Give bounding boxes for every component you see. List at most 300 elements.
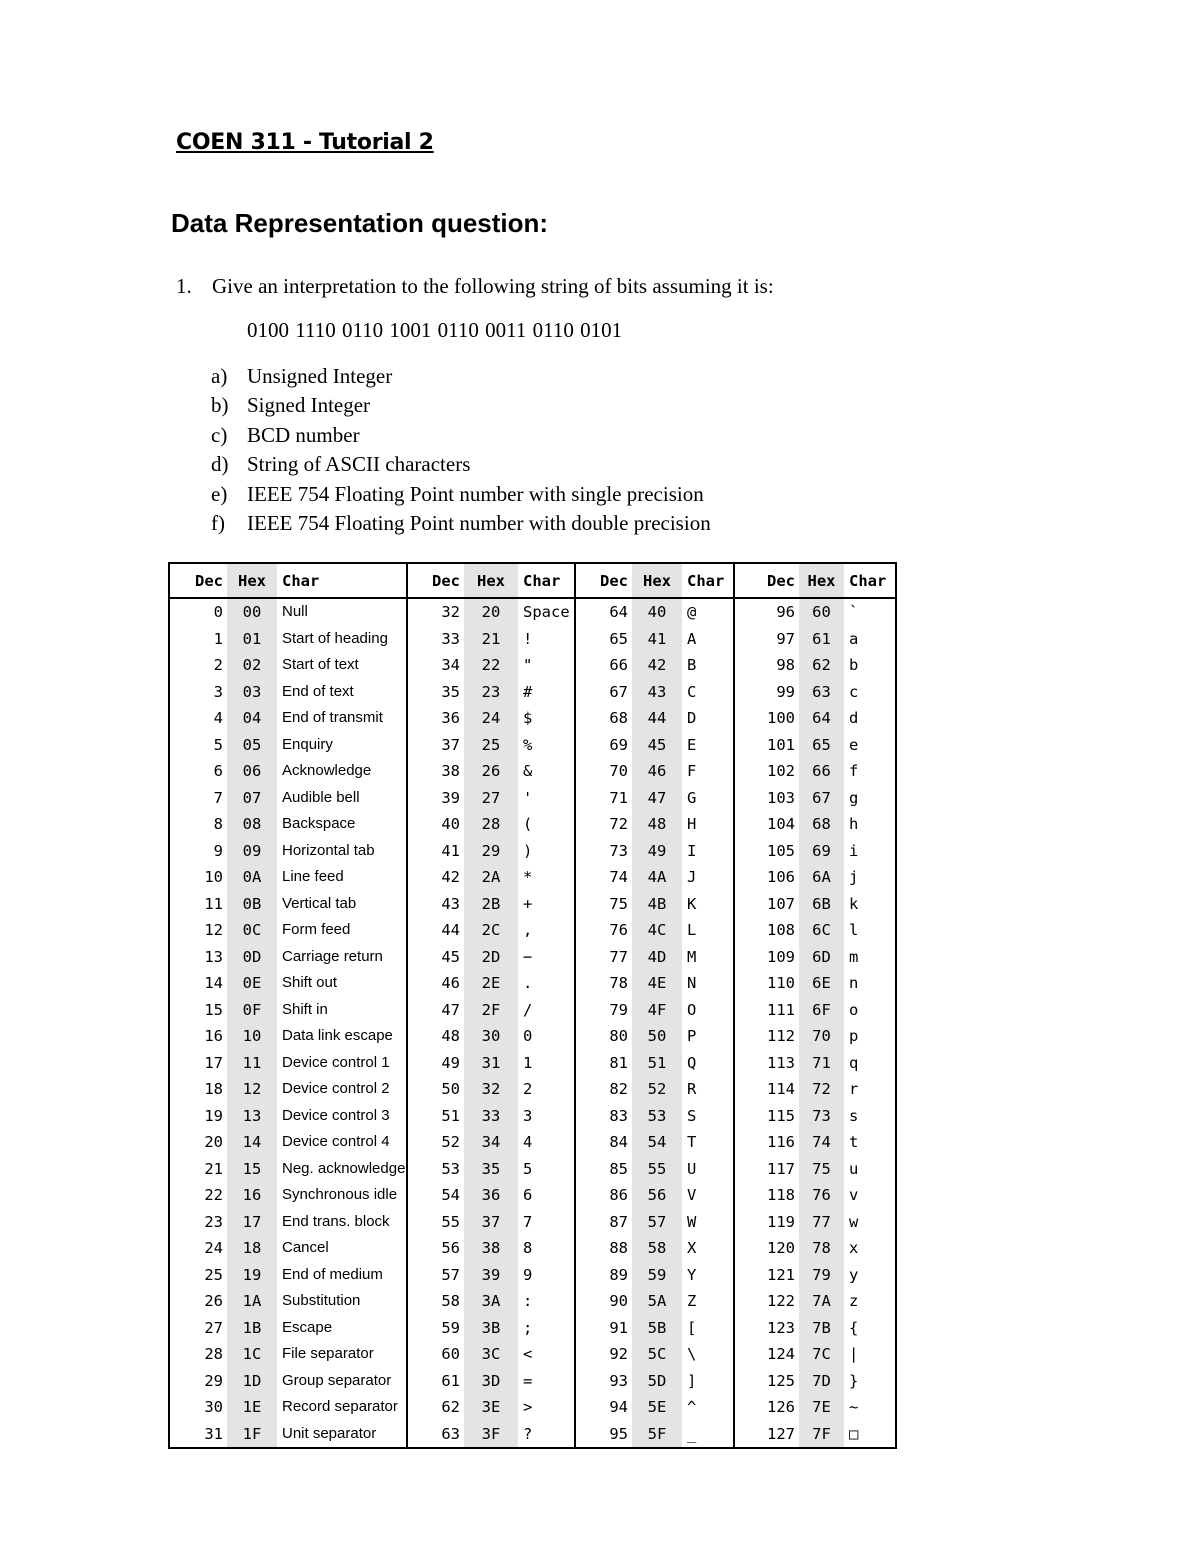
char-cell: Device control 3 (277, 1103, 407, 1130)
dec-cell: 4 (213, 709, 223, 728)
char-cell: # (518, 679, 575, 706)
hex-cell: 2A (464, 864, 518, 891)
dec-cell: 51 (441, 1106, 460, 1125)
hex-cell: 37 (464, 1209, 518, 1236)
char-cell: File separator (277, 1341, 407, 1368)
char-cell: : (518, 1288, 575, 1315)
dec-cell: 82 (609, 1080, 628, 1099)
hex-cell: 01 (227, 626, 277, 653)
dec-cell: 17 (204, 1053, 223, 1072)
char-cell: K (682, 891, 734, 918)
char-cell: Y (682, 1262, 734, 1289)
option-item (211, 509, 711, 538)
dec-cell: 60 (441, 1345, 460, 1364)
dec-cell: 23 (204, 1212, 223, 1231)
hex-cell: 5B (632, 1315, 682, 1342)
dec-cell: 38 (441, 762, 460, 781)
char-cell: d (849, 709, 859, 728)
hex-cell: 5F (632, 1421, 682, 1449)
char-cell: % (518, 732, 575, 759)
char-cell: Cancel (277, 1235, 407, 1262)
option-text: BCD number (247, 422, 360, 447)
dec-cell: 120 (767, 1239, 795, 1258)
dec-cell: 12 (204, 921, 223, 940)
hex-cell: 74 (799, 1129, 844, 1156)
hex-cell: 47 (632, 785, 682, 812)
dec-cell: 104 (767, 815, 795, 834)
hex-cell: 18 (227, 1235, 277, 1262)
hex-cell: 53 (632, 1103, 682, 1130)
char-cell: Start of heading (277, 626, 407, 653)
question-text: Give an interpretation to the following string of bits assuming it is: (212, 274, 774, 298)
char-cell: y (849, 1265, 859, 1284)
dec-cell: 123 (767, 1318, 795, 1337)
hex-cell: 0D (227, 944, 277, 971)
char-cell: Acknowledge (277, 758, 407, 785)
hex-cell: 08 (227, 811, 277, 838)
hex-cell: 36 (464, 1182, 518, 1209)
char-cell: { (849, 1318, 859, 1337)
hex-cell: 69 (799, 838, 844, 865)
hex-cell: 17 (227, 1209, 277, 1236)
dec-cell: 73 (609, 841, 628, 860)
column-header-hex: Hex (632, 563, 682, 598)
dec-cell: 94 (609, 1398, 628, 1417)
char-cell: u (849, 1159, 859, 1178)
char-cell: Shift out (277, 970, 407, 997)
hex-cell: 19 (227, 1262, 277, 1289)
char-cell: Audible bell (277, 785, 407, 812)
char-cell: ! (518, 626, 575, 653)
hex-cell: 79 (799, 1262, 844, 1289)
char-cell: I (682, 838, 734, 865)
hex-cell: 34 (464, 1129, 518, 1156)
dec-cell: 28 (204, 1345, 223, 1364)
dec-cell: 84 (609, 1133, 628, 1152)
table-row (169, 758, 896, 785)
dec-cell: 5 (213, 735, 223, 754)
ascii-table-header (169, 563, 896, 598)
dec-cell: 40 (441, 815, 460, 834)
hex-cell: 3C (464, 1341, 518, 1368)
dec-cell: 44 (441, 921, 460, 940)
option-letter: f) (211, 510, 225, 535)
dec-cell: 72 (609, 815, 628, 834)
char-cell: $ (518, 705, 575, 732)
column-header-hex: Hex (799, 563, 844, 598)
hex-cell: 66 (799, 758, 844, 785)
dec-cell: 108 (767, 921, 795, 940)
hex-cell: 67 (799, 785, 844, 812)
hex-cell: 11 (227, 1050, 277, 1077)
char-cell: E (682, 732, 734, 759)
hex-cell: 59 (632, 1262, 682, 1289)
char-cell: L (682, 917, 734, 944)
hex-cell: 58 (632, 1235, 682, 1262)
dec-cell: 66 (609, 656, 628, 675)
dec-cell: 83 (609, 1106, 628, 1125)
dec-cell: 19 (204, 1106, 223, 1125)
dec-cell: 46 (441, 974, 460, 993)
hex-cell: 15 (227, 1156, 277, 1183)
hex-cell: 57 (632, 1209, 682, 1236)
table-row (169, 1394, 896, 1421)
dec-cell: 25 (204, 1265, 223, 1284)
table-row (169, 1156, 896, 1183)
dec-cell: 110 (767, 974, 795, 993)
char-cell: f (849, 762, 859, 781)
char-cell: } (849, 1371, 859, 1390)
dec-cell: 18 (204, 1080, 223, 1099)
hex-cell: 3D (464, 1368, 518, 1395)
hex-cell: 75 (799, 1156, 844, 1183)
char-cell: G (682, 785, 734, 812)
dec-cell: 71 (609, 788, 628, 807)
char-cell: Escape (277, 1315, 407, 1342)
dec-cell: 48 (441, 1027, 460, 1046)
option-letter: b) (211, 393, 229, 418)
char-cell: Device control 4 (277, 1129, 407, 1156)
hex-cell: 32 (464, 1076, 518, 1103)
char-cell: Device control 2 (277, 1076, 407, 1103)
char-cell: U (682, 1156, 734, 1183)
option-letter: c) (211, 422, 228, 447)
table-row (169, 838, 896, 865)
dec-cell: 85 (609, 1159, 628, 1178)
char-cell: @ (682, 598, 734, 626)
char-cell: Record separator (277, 1394, 407, 1421)
dec-cell: 118 (767, 1186, 795, 1205)
option-text: IEEE 754 Floating Point number with double precision (247, 510, 711, 535)
hex-cell: 4D (632, 944, 682, 971)
char-cell: Data link escape (277, 1023, 407, 1050)
char-cell: . (518, 970, 575, 997)
hex-cell: 38 (464, 1235, 518, 1262)
char-cell: Substitution (277, 1288, 407, 1315)
ascii-table (168, 562, 897, 1449)
char-cell: Z (682, 1288, 734, 1315)
hex-cell: 1C (227, 1341, 277, 1368)
dec-cell: 126 (767, 1398, 795, 1417)
table-row (169, 1103, 896, 1130)
hex-cell: 5E (632, 1394, 682, 1421)
hex-cell: 2D (464, 944, 518, 971)
dec-cell: 41 (441, 841, 460, 860)
table-row (169, 732, 896, 759)
dec-cell: 37 (441, 735, 460, 754)
option-text: Signed Integer (247, 393, 371, 418)
dec-cell: 107 (767, 894, 795, 913)
column-header-hex: Hex (464, 563, 518, 598)
char-cell: S (682, 1103, 734, 1130)
hex-cell: 33 (464, 1103, 518, 1130)
dec-cell: 75 (609, 894, 628, 913)
char-cell: Unit separator (277, 1421, 407, 1449)
hex-cell: 02 (227, 652, 277, 679)
char-cell: ~ (849, 1398, 859, 1417)
column-header-dec: Dec (169, 563, 227, 598)
table-row (169, 811, 896, 838)
char-cell: Space (518, 598, 575, 626)
char-cell: h (849, 815, 859, 834)
hex-cell: 4E (632, 970, 682, 997)
dec-cell: 16 (204, 1027, 223, 1046)
table-row (169, 626, 896, 653)
bit-string: 0100 1110 0110 1001 0110 0011 0110 0101 (247, 318, 623, 342)
hex-cell: 63 (799, 679, 844, 706)
dec-cell: 58 (441, 1292, 460, 1311)
char-cell: Enquiry (277, 732, 407, 759)
dec-cell: 11 (204, 894, 223, 913)
hex-cell: 55 (632, 1156, 682, 1183)
char-cell: q (849, 1053, 859, 1072)
dec-cell: 26 (204, 1292, 223, 1311)
option-letter: e) (211, 481, 228, 506)
dec-cell: 78 (609, 974, 628, 993)
hex-cell: 4A (632, 864, 682, 891)
char-cell: 5 (518, 1156, 575, 1183)
hex-cell: 49 (632, 838, 682, 865)
dec-cell: 15 (204, 1000, 223, 1019)
option-text: String of ASCII characters (247, 452, 471, 477)
table-row (169, 652, 896, 679)
dec-cell: 97 (776, 629, 795, 648)
char-cell: 6 (518, 1182, 575, 1209)
char-cell: End of medium (277, 1262, 407, 1289)
option-item (211, 421, 711, 450)
hex-cell: 62 (799, 652, 844, 679)
dec-cell: 35 (441, 682, 460, 701)
char-cell: End of text (277, 679, 407, 706)
char-cell: + (518, 891, 575, 918)
char-cell: ` (849, 603, 859, 622)
dec-cell: 31 (204, 1424, 223, 1443)
hex-cell: 25 (464, 732, 518, 759)
char-cell: m (849, 947, 859, 966)
char-cell: ] (682, 1368, 734, 1395)
hex-cell: 60 (799, 598, 844, 626)
char-cell: A (682, 626, 734, 653)
char-cell: Vertical tab (277, 891, 407, 918)
hex-cell: 6D (799, 944, 844, 971)
hex-cell: 51 (632, 1050, 682, 1077)
char-cell: t (849, 1133, 859, 1152)
dec-cell: 125 (767, 1371, 795, 1390)
hex-cell: 14 (227, 1129, 277, 1156)
dec-cell: 109 (767, 947, 795, 966)
option-letter: a) (211, 364, 228, 388)
hex-cell: 10 (227, 1023, 277, 1050)
dec-cell: 27 (204, 1318, 223, 1337)
hex-cell: 03 (227, 679, 277, 706)
dec-cell: 62 (441, 1398, 460, 1417)
hex-cell: 05 (227, 732, 277, 759)
char-cell: Group separator (277, 1368, 407, 1395)
hex-cell: 3A (464, 1288, 518, 1315)
hex-cell: 72 (799, 1076, 844, 1103)
hex-cell: 52 (632, 1076, 682, 1103)
dec-cell: 2 (213, 656, 223, 675)
char-cell: Line feed (277, 864, 407, 891)
dec-cell: 14 (204, 974, 223, 993)
hex-cell: 26 (464, 758, 518, 785)
char-cell: 1 (518, 1050, 575, 1077)
dec-cell: 99 (776, 682, 795, 701)
hex-cell: 76 (799, 1182, 844, 1209)
char-cell: > (518, 1394, 575, 1421)
dec-cell: 80 (609, 1027, 628, 1046)
dec-cell: 77 (609, 947, 628, 966)
dec-cell: 56 (441, 1239, 460, 1258)
char-cell: 9 (518, 1262, 575, 1289)
hex-cell: 1F (227, 1421, 277, 1449)
hex-cell: 30 (464, 1023, 518, 1050)
hex-cell: 77 (799, 1209, 844, 1236)
column-header-dec: Dec (407, 563, 464, 598)
column-header-dec: Dec (734, 563, 799, 598)
hex-cell: 43 (632, 679, 682, 706)
char-cell: _ (682, 1421, 734, 1449)
char-cell: < (518, 1341, 575, 1368)
hex-cell: 41 (632, 626, 682, 653)
hex-cell: 48 (632, 811, 682, 838)
char-cell: Form feed (277, 917, 407, 944)
hex-cell: 1E (227, 1394, 277, 1421)
dec-cell: 106 (767, 868, 795, 887)
dec-cell: 8 (213, 815, 223, 834)
table-row (169, 1235, 896, 1262)
option-item (211, 362, 711, 391)
char-cell: r (849, 1080, 859, 1099)
dec-cell: 22 (204, 1186, 223, 1205)
hex-cell: 20 (464, 598, 518, 626)
table-row (169, 1421, 896, 1449)
char-cell: 8 (518, 1235, 575, 1262)
hex-cell: 35 (464, 1156, 518, 1183)
hex-cell: 7F (799, 1421, 844, 1449)
char-cell: O (682, 997, 734, 1024)
char-cell: ) (518, 838, 575, 865)
dec-cell: 92 (609, 1345, 628, 1364)
hex-cell: 00 (227, 598, 277, 626)
column-header-char: Char (682, 563, 734, 598)
hex-cell: 13 (227, 1103, 277, 1130)
char-cell: T (682, 1129, 734, 1156)
char-cell: H (682, 811, 734, 838)
hex-cell: 46 (632, 758, 682, 785)
table-row (169, 970, 896, 997)
char-cell: z (849, 1292, 859, 1311)
table-row (169, 1050, 896, 1077)
dec-cell: 93 (609, 1371, 628, 1390)
hex-cell: 73 (799, 1103, 844, 1130)
dec-cell: 52 (441, 1133, 460, 1152)
dec-cell: 119 (767, 1212, 795, 1231)
dec-cell: 102 (767, 762, 795, 781)
dec-cell: 103 (767, 788, 795, 807)
table-row (169, 679, 896, 706)
dec-cell: 13 (204, 947, 223, 966)
hex-cell: 68 (799, 811, 844, 838)
hex-cell: 0C (227, 917, 277, 944)
char-cell: Backspace (277, 811, 407, 838)
hex-cell: 27 (464, 785, 518, 812)
hex-cell: 4C (632, 917, 682, 944)
hex-cell: 44 (632, 705, 682, 732)
dec-cell: 3 (213, 682, 223, 701)
option-item (211, 480, 711, 509)
table-row (169, 891, 896, 918)
dec-cell: 10 (204, 868, 223, 887)
char-cell: J (682, 864, 734, 891)
char-cell: Null (277, 598, 407, 626)
dec-cell: 53 (441, 1159, 460, 1178)
dec-cell: 105 (767, 841, 795, 860)
option-item (211, 391, 711, 420)
dec-cell: 32 (441, 603, 460, 622)
table-row (169, 997, 896, 1024)
dec-cell: 21 (204, 1159, 223, 1178)
table-row (169, 1209, 896, 1236)
char-cell: ^ (682, 1394, 734, 1421)
option-letter: d) (211, 452, 229, 477)
hex-cell: 0F (227, 997, 277, 1024)
char-cell: e (849, 735, 859, 754)
table-row (169, 1288, 896, 1315)
ascii-table-body (169, 598, 896, 1448)
char-cell: Device control 1 (277, 1050, 407, 1077)
hex-cell: 78 (799, 1235, 844, 1262)
hex-cell: 7E (799, 1394, 844, 1421)
char-cell: n (849, 974, 859, 993)
hex-cell: 70 (799, 1023, 844, 1050)
dec-cell: 49 (441, 1053, 460, 1072)
dec-cell: 61 (441, 1371, 460, 1390)
table-row (169, 1368, 896, 1395)
table-row (169, 944, 896, 971)
dec-cell: 69 (609, 735, 628, 754)
dec-cell: 67 (609, 682, 628, 701)
dec-cell: 76 (609, 921, 628, 940)
hex-cell: 40 (632, 598, 682, 626)
char-cell: 3 (518, 1103, 575, 1130)
dec-cell: 30 (204, 1398, 223, 1417)
char-cell: 4 (518, 1129, 575, 1156)
hex-cell: 6C (799, 917, 844, 944)
dec-cell: 114 (767, 1080, 795, 1099)
dec-cell: 33 (441, 629, 460, 648)
dec-cell: 39 (441, 788, 460, 807)
char-cell: b (849, 656, 859, 675)
hex-cell: 45 (632, 732, 682, 759)
column-header-char: Char (844, 563, 896, 598)
hex-cell: 5A (632, 1288, 682, 1315)
char-cell: End of transmit (277, 705, 407, 732)
hex-cell: 3F (464, 1421, 518, 1449)
char-cell: ? (518, 1421, 575, 1449)
dec-cell: 91 (609, 1318, 628, 1337)
hex-cell: 5D (632, 1368, 682, 1395)
hex-cell: 0E (227, 970, 277, 997)
table-row (169, 864, 896, 891)
char-cell: Horizontal tab (277, 838, 407, 865)
char-cell: Shift in (277, 997, 407, 1024)
table-row (169, 1182, 896, 1209)
hex-cell: 0A (227, 864, 277, 891)
hex-cell: 42 (632, 652, 682, 679)
hex-cell: 12 (227, 1076, 277, 1103)
table-row (169, 785, 896, 812)
